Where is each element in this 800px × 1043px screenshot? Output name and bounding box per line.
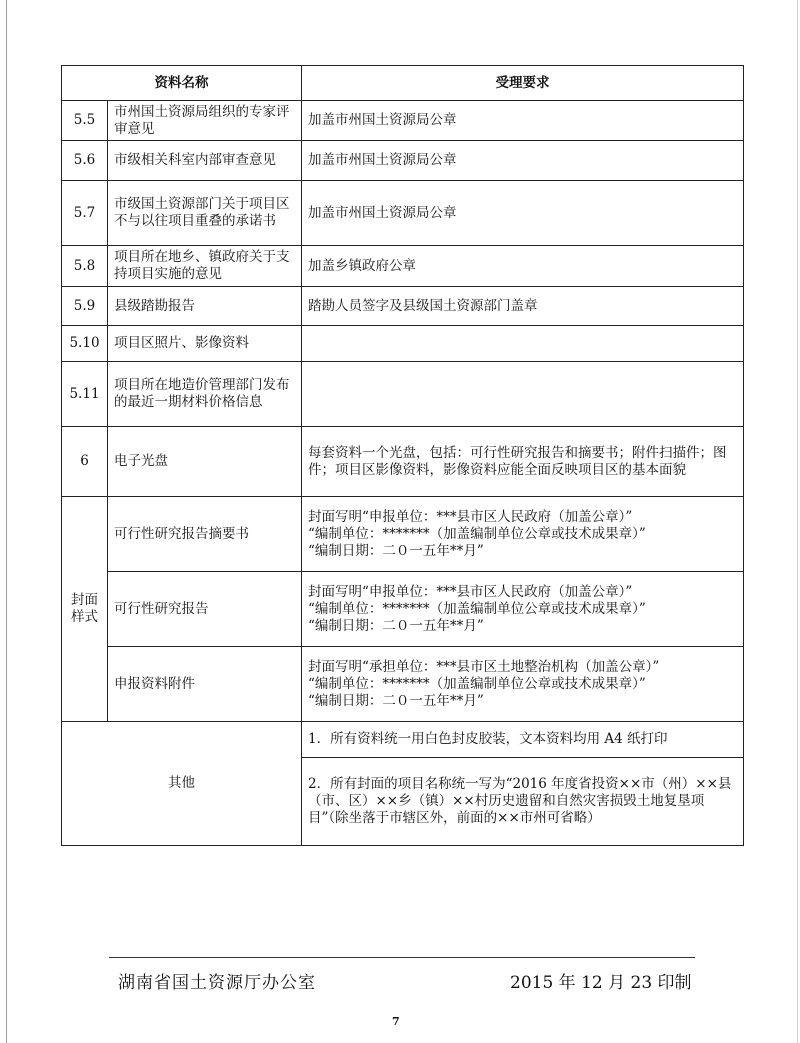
row-requirement: 踏勘人员签字及县级国土资源部门盖章 xyxy=(302,287,744,326)
row-material-name: 项目所在地造价管理部门发布的最近一期材料价格信息 xyxy=(108,362,302,427)
cover-requirement-line: “编制单位：*******（加盖编制单位公章或技术成果章）” xyxy=(308,675,646,692)
table-row xyxy=(62,141,744,181)
cover-item-name: 申报资料附件 xyxy=(108,647,302,722)
footer-issuer: 湖南省国土资源厅办公室 xyxy=(118,973,316,993)
row-number: 6 xyxy=(62,427,108,497)
cover-requirement-line: 封面写明“承担单位：***县市区土地整治机构（加盖公章）” xyxy=(308,658,660,675)
page-edge-left xyxy=(6,0,7,1043)
header-requirement: 受理要求 xyxy=(302,66,744,101)
table-row xyxy=(62,101,744,141)
cover-row xyxy=(62,572,744,647)
row-number: 5.11 xyxy=(62,362,108,427)
row-number: 5.5 xyxy=(62,101,108,141)
row-requirement: 每套资料一个光盘，包括：可行性研究报告和摘要书；附件扫描件；图件；项目区影像资料，影像资料应能全面反映项目区的基本面貌 xyxy=(302,427,744,497)
row-material-name: 市级相关科室内部审查意见 xyxy=(108,141,302,181)
row-number: 5.9 xyxy=(62,287,108,326)
cover-requirement-line: 封面写明“申报单位：***县市区人民政府（加盖公章）” xyxy=(308,583,633,600)
table-row xyxy=(62,326,744,362)
cover-item-name: 可行性研究报告 xyxy=(108,572,302,647)
cover-requirement-line: “编制单位：*******（加盖编制单位公章或技术成果章）” xyxy=(308,525,646,542)
other-label: 其他 xyxy=(62,722,302,846)
row-requirement: 加盖市州国土资源局公章 xyxy=(302,101,744,141)
requirements-table xyxy=(61,65,744,846)
row-requirement: 加盖市州国土资源局公章 xyxy=(302,141,744,181)
cover-item-requirement xyxy=(302,497,744,572)
table-row xyxy=(62,181,744,246)
row-requirement xyxy=(302,326,744,362)
cover-item-requirement xyxy=(302,647,744,722)
row-material-name: 县级踏勘报告 xyxy=(108,287,302,326)
cover-requirement-line: “编制日期：二０一五年**月” xyxy=(308,617,484,634)
footer-print-date: 2015 年 12 月 23 印制 xyxy=(510,973,692,993)
cover-requirement-line: “编制日期：二０一五年**月” xyxy=(308,542,484,559)
row-material-name: 项目区照片、影像资料 xyxy=(108,326,302,362)
row-number: 5.6 xyxy=(62,141,108,181)
cover-requirement-line: “编制单位：*******（加盖编制单位公章或技术成果章）” xyxy=(308,600,646,617)
other-row xyxy=(62,722,744,758)
cover-row xyxy=(62,647,744,722)
cover-row xyxy=(62,497,744,572)
row-number: 5.8 xyxy=(62,246,108,287)
cover-style-label: 封面样式 xyxy=(62,497,108,722)
cover-item-name: 可行性研究报告摘要书 xyxy=(108,497,302,572)
table-row xyxy=(62,362,744,427)
page-number: 7 xyxy=(392,1015,400,1028)
cover-requirement-line: “编制日期：二０一五年**月” xyxy=(308,692,484,709)
cover-requirement-line: 封面写明“申报单位：***县市区人民政府（加盖公章）” xyxy=(308,508,633,525)
row-number: 5.7 xyxy=(62,181,108,246)
row-requirement: 加盖乡镇政府公章 xyxy=(302,246,744,287)
table-row xyxy=(62,427,744,497)
row-material-name: 市级国土资源部门关于项目区不与以往项目重叠的承诺书 xyxy=(108,181,302,246)
page-edge-right xyxy=(797,0,798,1043)
cover-item-requirement xyxy=(302,572,744,647)
row-material-name: 项目所在地乡、镇政府关于支持项目实施的意见 xyxy=(108,246,302,287)
other-note: 2．所有封面的项目名称统一写为“2016 年度省投资××市（州）××县（市、区）××乡（镇）××村历史遗留和自然灾害损毁土地复垦项目”（除坐落于市辖区外，前面的××市州可省略） xyxy=(302,758,744,846)
footer-divider xyxy=(109,957,695,958)
row-material-name: 电子光盘 xyxy=(108,427,302,497)
table-header-row xyxy=(62,66,744,101)
header-material-name: 资料名称 xyxy=(62,66,302,101)
other-note: 1．所有资料统一用白色封皮胶装，文本资料均用 A4 纸打印 xyxy=(302,722,744,758)
row-requirement xyxy=(302,362,744,427)
row-requirement: 加盖市州国土资源局公章 xyxy=(302,181,744,246)
table-row xyxy=(62,287,744,326)
table-row xyxy=(62,246,744,287)
row-number: 5.10 xyxy=(62,326,108,362)
row-material-name: 市州国土资源局组织的专家评审意见 xyxy=(108,101,302,141)
